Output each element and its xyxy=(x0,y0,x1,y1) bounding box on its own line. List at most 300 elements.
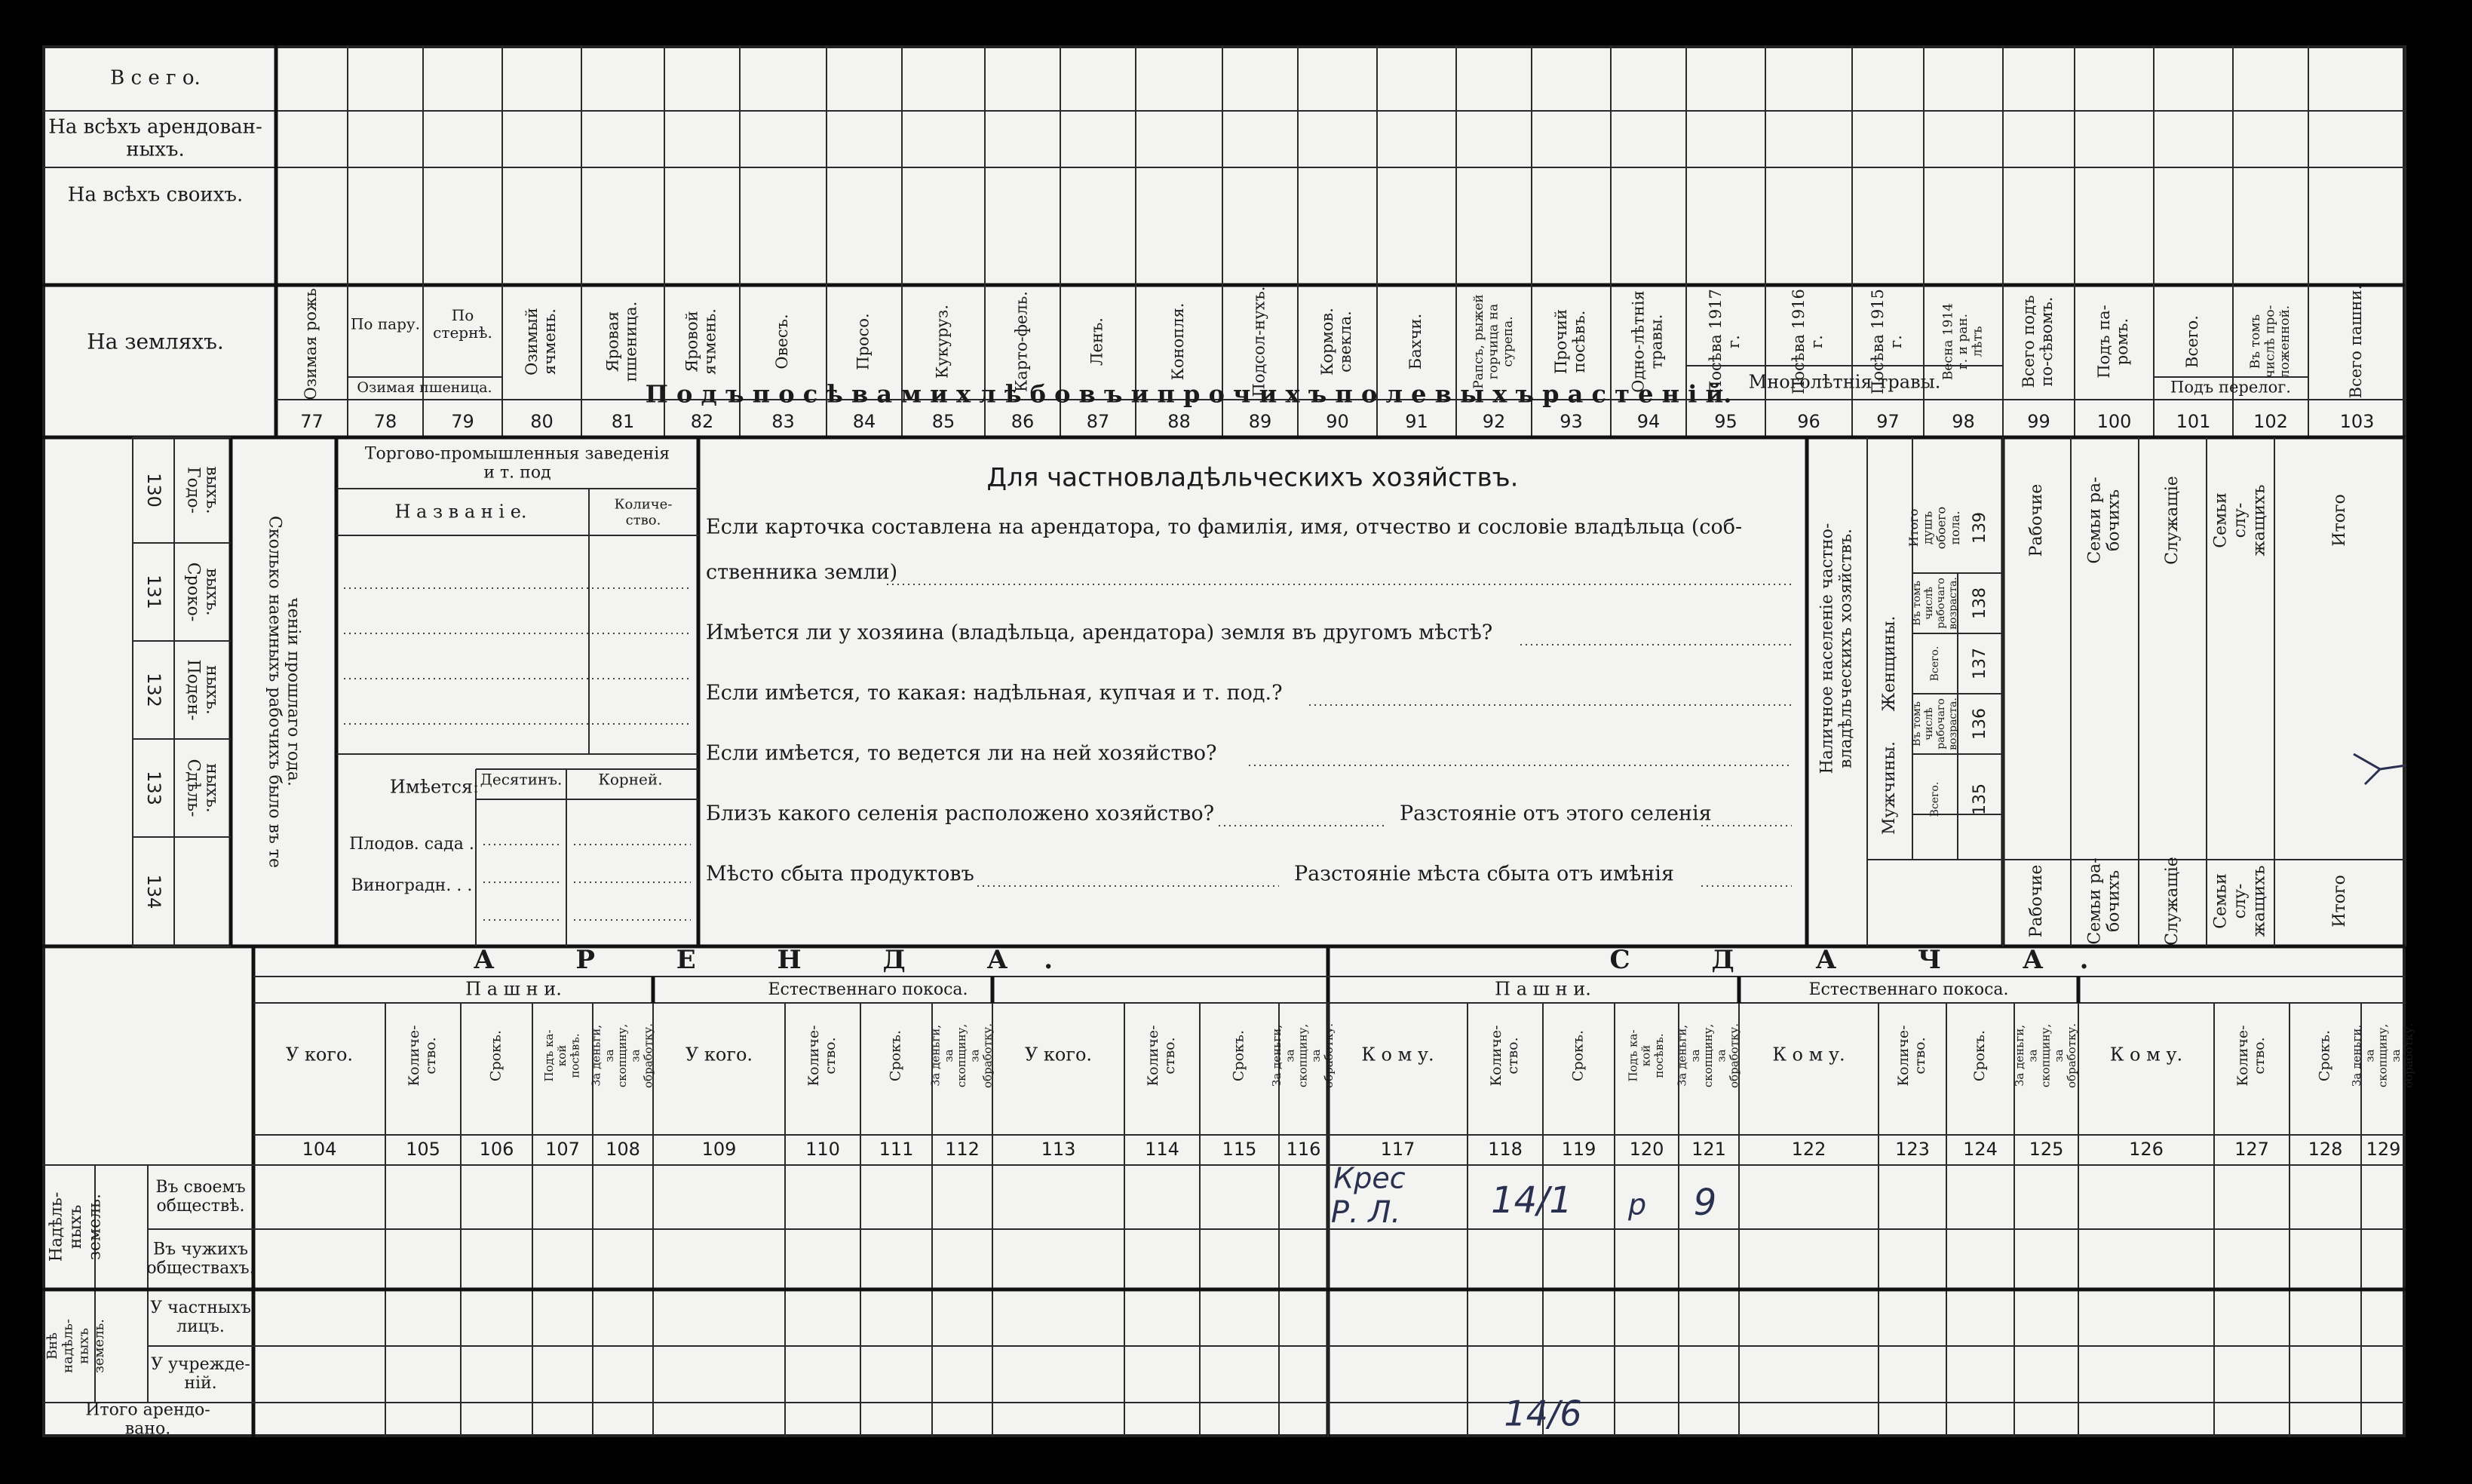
label-line: Въ своемъ xyxy=(155,1177,246,1197)
crop-header xyxy=(854,313,873,369)
pop-number: 135 xyxy=(1971,783,1989,815)
crop-header xyxy=(433,306,492,342)
label-line: Торгово-промышленныя заведенія xyxy=(364,444,670,464)
label-line: По xyxy=(451,306,474,324)
right-col-label xyxy=(2163,857,2182,946)
label-line: по-сѣвомъ. xyxy=(2038,296,2056,387)
label-line: По пару. xyxy=(350,314,421,333)
itogo-arendovano xyxy=(85,1400,210,1438)
label-line: владѣльческихъ хозяйствъ. xyxy=(1836,528,1856,769)
private-question: Если имѣется, то какая: надѣльная, купчая и т. под.? xyxy=(706,681,1283,705)
column-number: 107 xyxy=(545,1139,580,1160)
crop-header xyxy=(1940,303,1985,380)
label-line: г. и ран. xyxy=(1955,313,1971,370)
label-line: обществѣ. xyxy=(156,1197,245,1216)
label-line: за xyxy=(2363,1049,2377,1062)
label-line: У частныхъ xyxy=(150,1298,251,1317)
column-number: 89 xyxy=(1248,411,1272,432)
column-number: 116 xyxy=(1286,1139,1321,1160)
bottom-col-header xyxy=(1971,1030,1988,1081)
private-question: ственника земли) xyxy=(706,560,898,584)
private-question: Если карточка составлена на арендатора, то фамилія, имя, отчество и сословіе владѣльца (соб- xyxy=(706,515,1743,539)
label-line: лѣтъ xyxy=(1970,326,1986,357)
label-line: Сдѣль- xyxy=(183,759,203,817)
right-col-label xyxy=(2212,866,2269,937)
label-line: Рапсъ, рыжей xyxy=(1471,294,1486,389)
private-title: Для частновладѣльческихъ хозяйствъ. xyxy=(986,462,1519,493)
column-number: 129 xyxy=(2366,1139,2401,1160)
label-line: пшеница. xyxy=(621,301,640,382)
label-line: ныхъ xyxy=(66,1204,85,1249)
column-number: 103 xyxy=(2339,411,2375,432)
column-number: 112 xyxy=(945,1139,980,1160)
label-line: жащихъ xyxy=(2250,865,2269,937)
label-line: ство. xyxy=(821,1037,839,1075)
pop-number: 139 xyxy=(1971,512,1989,544)
bottom-col-header: К о м у. xyxy=(2109,1044,2183,1065)
label-line: скопщину, xyxy=(955,1023,968,1088)
handwriting-initials: Р. Л. xyxy=(1330,1195,1401,1230)
column-number: 113 xyxy=(1041,1139,1076,1160)
label-line: за xyxy=(968,1049,982,1062)
column-number: 99 xyxy=(2027,411,2050,432)
label-line: Количе- xyxy=(1895,1025,1912,1087)
crop-header xyxy=(934,305,952,379)
hired-number: 134 xyxy=(143,874,164,909)
label-line: Срокъ. xyxy=(487,1029,505,1082)
trade-name-header: Н а з в а н і е. xyxy=(394,501,527,523)
label-line: за xyxy=(628,1049,643,1062)
label-line: Сроко- xyxy=(183,562,203,622)
desyatin-header: Десятинъ. xyxy=(480,770,563,789)
right-col-label xyxy=(2027,865,2046,938)
label-line: Прочий xyxy=(1551,308,1570,375)
column-number: 98 xyxy=(1952,411,1975,432)
label-line: возраста. xyxy=(1947,577,1960,630)
label-line: свекла. xyxy=(1336,311,1355,373)
label-line: числѣ xyxy=(1922,707,1935,740)
column-number: 110 xyxy=(805,1139,840,1160)
label-line: ство. xyxy=(1504,1037,1521,1075)
label-line: Служащіе xyxy=(2163,476,2182,565)
label-line: возраста. xyxy=(1947,698,1960,750)
hired-number: 131 xyxy=(143,575,164,609)
private-question: Близъ какого селенія расположено хозяйство? xyxy=(706,802,1215,826)
right-col-label xyxy=(2085,477,2123,563)
column-number: 87 xyxy=(1086,411,1110,432)
population-title xyxy=(1817,523,1855,774)
label-line: За деньги, xyxy=(589,1025,603,1087)
column-number: 123 xyxy=(1895,1139,1930,1160)
column-number: 106 xyxy=(479,1139,514,1160)
label-line: На всѣхъ своихъ. xyxy=(67,183,244,207)
column-number: 78 xyxy=(373,411,397,432)
label-line: посѣвъ. xyxy=(1652,1033,1666,1078)
label-line: Посѣва 1915 xyxy=(1868,289,1887,394)
label-line: скопщину, xyxy=(2375,1023,2390,1088)
crop-header xyxy=(773,314,791,369)
row-label xyxy=(151,1355,250,1393)
label-line: г. xyxy=(1887,335,1906,348)
label-line: Въ томъ xyxy=(1910,581,1923,626)
label-line: Ленъ. xyxy=(1087,317,1106,366)
crop-header xyxy=(2248,305,2293,379)
label-line: ство. xyxy=(422,1037,439,1075)
label-line: Срокъ. xyxy=(1230,1029,1247,1082)
label-line: Подъ ка- xyxy=(541,1029,556,1082)
bottom-col-header xyxy=(1270,1023,1336,1088)
handwriting-crop: р xyxy=(1627,1188,1647,1222)
crop-header xyxy=(1318,308,1354,376)
crop-header xyxy=(1169,303,1187,381)
pod-posevami-banner: П о д ъ п о с ѣ в а м и х л ѣ б о в ъ и п р о ч и х ъ п о л е в ы х ъ р а с т е н і й. xyxy=(645,379,1732,409)
label-line: Семьи ра- xyxy=(2085,857,2105,945)
column-number: 80 xyxy=(530,411,554,432)
column-number: 84 xyxy=(852,411,876,432)
korney-header: Корней. xyxy=(598,770,663,789)
pop-label xyxy=(1929,782,1941,817)
label-line: Итого арендо- xyxy=(85,1400,210,1420)
row-label xyxy=(155,1178,245,1216)
column-number: 120 xyxy=(1629,1139,1664,1160)
crop-header xyxy=(1406,314,1425,369)
label-line: Служащіе xyxy=(2163,857,2182,946)
label-line: надѣль- xyxy=(60,1319,76,1373)
column-number: 126 xyxy=(2129,1139,2164,1160)
label-line: Количе- xyxy=(805,1025,823,1087)
label-line: Внѣ xyxy=(44,1332,60,1360)
crop-header xyxy=(682,308,719,375)
label-line: Озимая рожь. xyxy=(302,283,320,400)
hired-label xyxy=(183,563,221,622)
label-line: Срокъ. xyxy=(2316,1029,2333,1082)
bottom-col-header: У кого. xyxy=(285,1044,354,1065)
trade-title xyxy=(365,444,670,482)
label-line: За деньги, xyxy=(928,1025,943,1087)
column-number: 105 xyxy=(406,1139,440,1160)
label-line: Въ чужихъ xyxy=(153,1240,248,1259)
label-line: Всего. xyxy=(2183,315,2201,368)
label-line: Количе- xyxy=(1488,1025,1505,1087)
bottom-col-header xyxy=(406,1025,439,1086)
label-line: рабочаго xyxy=(1935,578,1948,629)
crop-header xyxy=(1013,291,1031,392)
right-col-label xyxy=(2330,494,2349,546)
label-line: скопщину, xyxy=(1296,1023,1310,1088)
label-line: ложенной. xyxy=(2277,305,2293,379)
label-line: Количе- xyxy=(2234,1025,2252,1087)
label-line: Количе- xyxy=(614,496,673,513)
bottom-col-header: У кого. xyxy=(1024,1044,1093,1065)
label-line: кой xyxy=(1639,1044,1653,1067)
mnogoletnie-label: Многолѣтнія травы. xyxy=(1748,371,1941,393)
private-question: Разстояніе отъ этого селенія xyxy=(1400,802,1712,826)
column-number: 94 xyxy=(1636,411,1661,432)
row-label xyxy=(146,1240,254,1277)
bottom-col-header xyxy=(488,1030,505,1081)
column-number: 79 xyxy=(451,411,474,432)
hired-number: 132 xyxy=(143,673,164,707)
label-line: Кукуруз. xyxy=(933,304,952,379)
column-number: 109 xyxy=(701,1139,737,1160)
bottom-col-header xyxy=(1488,1025,1521,1086)
hired-number: 130 xyxy=(143,473,164,507)
pop-number: 137 xyxy=(1971,648,1989,679)
crop-header xyxy=(1629,290,1665,392)
crop-header xyxy=(523,308,559,376)
label-line: За деньги, xyxy=(2013,1025,2026,1087)
column-number: 82 xyxy=(690,411,714,432)
column-number: 124 xyxy=(1963,1139,1998,1160)
label-line: Яровая xyxy=(603,311,622,373)
label-line: посѣвъ. xyxy=(568,1033,582,1078)
crop-header xyxy=(2347,285,2365,399)
column-number: 86 xyxy=(1011,411,1035,432)
sdacha-banner: С Д А Ч А. xyxy=(1609,945,2125,975)
pashni-group: П а ш н и. xyxy=(465,978,562,1000)
column-number: 88 xyxy=(1167,411,1191,432)
label-line: ячмень. xyxy=(541,308,560,375)
pop-label xyxy=(1906,507,1962,549)
label-line: выхъ. xyxy=(202,568,222,616)
handwriting-quantity: 14/1 xyxy=(1491,1179,1572,1222)
label-line: Рабочие xyxy=(2027,864,2046,938)
right-col-label xyxy=(2085,857,2123,944)
column-number: 96 xyxy=(1797,411,1820,432)
label-line: Всего. xyxy=(1929,781,1941,817)
label-line: ство. xyxy=(625,512,661,529)
label-line: за xyxy=(1283,1049,1297,1062)
label-line: числѣ xyxy=(1922,587,1935,620)
crop-header xyxy=(2020,296,2056,388)
crop-header xyxy=(1707,289,1743,394)
bottom-col-header xyxy=(1895,1025,1928,1086)
bottom-col-header: У кого. xyxy=(685,1044,753,1065)
label-line: Подсол-нухъ. xyxy=(1250,286,1268,397)
label-line: Итого xyxy=(2330,494,2349,547)
top-row-label xyxy=(68,184,243,207)
label-line: Посѣва 1917 xyxy=(1706,289,1725,394)
label-line: душъ xyxy=(1920,511,1935,545)
label-line: кой xyxy=(555,1044,569,1067)
bottom-col-header xyxy=(1626,1029,1666,1081)
label-line: ячмень. xyxy=(701,308,719,375)
label-line: обществахъ. xyxy=(146,1259,255,1278)
vinogradn-label: Виноградн. . . xyxy=(351,876,473,895)
crop-header xyxy=(603,302,639,382)
label-line: обработку. xyxy=(2402,1023,2415,1088)
bottom-col-header: К о м у. xyxy=(1361,1044,1434,1065)
label-line: обработку. xyxy=(1322,1023,1336,1088)
label-line: травы. xyxy=(1647,314,1666,369)
handwriting-total: 14/6 xyxy=(1504,1393,1582,1434)
bottom-col-header xyxy=(2317,1030,2333,1081)
label-line: Подъ па- xyxy=(2094,305,2113,379)
label-line: стернѣ. xyxy=(433,323,492,342)
label-line: ныхъ. xyxy=(202,665,222,715)
label-line: Поден- xyxy=(183,659,203,721)
label-line: Итого xyxy=(2330,875,2349,928)
column-number: 83 xyxy=(771,411,795,432)
label-line: за xyxy=(2026,1049,2040,1062)
label-line: Сколько наемныхъ рабочихъ было въ те xyxy=(265,515,284,869)
bottom-col-header xyxy=(542,1029,582,1081)
column-number: 97 xyxy=(1876,411,1900,432)
bottom-col-header xyxy=(888,1030,904,1081)
pod-perelog-label: Подъ перелог. xyxy=(2170,378,2291,397)
label-line: Озимый xyxy=(522,308,541,376)
label-line: Всего. xyxy=(1929,645,1941,682)
label-line: жащихъ xyxy=(2250,484,2269,556)
zhenshchiny-label: Женщины. xyxy=(1880,615,1899,712)
row-label xyxy=(150,1298,251,1336)
label-line: посѣвъ. xyxy=(1570,310,1589,373)
label-line: г. xyxy=(1808,335,1826,348)
crop-header xyxy=(2183,315,2201,368)
pen-mark xyxy=(2354,754,2406,784)
top-row-label xyxy=(110,67,201,90)
label-line: горчица на xyxy=(1486,303,1501,380)
label-line: ство. xyxy=(2250,1037,2268,1075)
label-line: земель. xyxy=(91,1318,108,1374)
pashni-group: П а ш н и. xyxy=(1495,978,1591,1000)
label-line: Семьи xyxy=(2211,492,2231,548)
label-line: скопщину, xyxy=(615,1023,629,1088)
label-line: Бахчи. xyxy=(1406,313,1425,370)
label-line: и т. под xyxy=(483,463,551,483)
label-line: пола. xyxy=(1948,511,1963,545)
label-line: обработку. xyxy=(641,1023,655,1088)
label-line: Годо- xyxy=(183,466,203,514)
hired-title xyxy=(265,516,302,868)
form-grid xyxy=(42,45,2415,1439)
column-number: 119 xyxy=(1561,1139,1596,1160)
bottom-col-header xyxy=(2013,1023,2078,1088)
label-line: ство. xyxy=(1161,1037,1178,1075)
label-line: ныхъ. xyxy=(126,138,185,161)
bottom-col-header xyxy=(2350,1023,2415,1088)
column-number: 93 xyxy=(1560,411,1583,432)
label-line: ченіи прошлаго года. xyxy=(284,597,303,786)
right-col-label xyxy=(2163,476,2182,565)
column-number: 111 xyxy=(879,1139,914,1160)
label-line: Количе- xyxy=(406,1025,423,1087)
column-number: 114 xyxy=(1145,1139,1179,1160)
column-number: 117 xyxy=(1380,1139,1415,1160)
column-number: 108 xyxy=(606,1139,640,1160)
label-line: бочихъ xyxy=(2104,869,2124,933)
label-line: В с е г о. xyxy=(110,66,201,90)
label-line: Количе- xyxy=(1145,1025,1162,1087)
label-line: Срокъ. xyxy=(1971,1029,1988,1082)
crop-header xyxy=(351,315,420,333)
column-number: 81 xyxy=(611,411,635,432)
label-line: рабочаго xyxy=(1935,698,1948,750)
label-line: обоего xyxy=(1934,506,1949,550)
label-line: Конопля. xyxy=(1169,302,1187,381)
column-number: 102 xyxy=(2253,411,2288,432)
label-line: слу- xyxy=(2231,502,2250,538)
label-line: числѣ про- xyxy=(2262,305,2278,379)
column-number: 122 xyxy=(1791,1139,1826,1160)
label-line: ныхъ. xyxy=(202,763,222,813)
column-number: 77 xyxy=(300,411,324,432)
column-number: 95 xyxy=(1714,411,1737,432)
trade-qty-header xyxy=(615,497,673,529)
hired-label xyxy=(183,659,221,720)
sheet-border xyxy=(44,47,2404,1436)
label-line: Подъ ка- xyxy=(1626,1029,1640,1082)
label-line: слу- xyxy=(2231,883,2250,919)
label-line: Итого xyxy=(1906,508,1921,547)
pokos-group: Естественнаго покоса. xyxy=(1808,980,2009,999)
label-line: За деньги, xyxy=(2350,1025,2363,1087)
column-number: 128 xyxy=(2308,1139,2343,1160)
label-line: земель. xyxy=(85,1193,105,1261)
label-line: ромъ. xyxy=(2113,317,2132,366)
muzhchiny-label: Мужчины. xyxy=(1880,740,1899,836)
label-line: ній. xyxy=(184,1374,217,1394)
label-line: г. xyxy=(1725,335,1744,348)
label-line: за xyxy=(2051,1049,2066,1062)
private-question: Если имѣется, то ведется ли на ней хозяйство? xyxy=(706,741,1217,765)
top-row-label xyxy=(48,116,262,161)
label-line: Семьи xyxy=(2211,873,2231,929)
bottom-col-header xyxy=(1145,1025,1178,1086)
label-line: за xyxy=(941,1049,955,1062)
label-line: за xyxy=(2388,1049,2403,1062)
vne-nadelnykh-label xyxy=(44,1319,107,1373)
label-line: сурепа. xyxy=(1501,316,1517,367)
column-number: 91 xyxy=(1405,411,1428,432)
right-col-label xyxy=(2212,485,2269,556)
label-line: Всего подъ xyxy=(2019,295,2038,388)
label-line: Надѣль- xyxy=(47,1191,66,1262)
label-line: за xyxy=(602,1049,616,1062)
label-line: Срокъ. xyxy=(887,1029,904,1082)
label-line: Въ томъ xyxy=(1910,701,1923,747)
census-card xyxy=(42,45,2415,1439)
column-number: 100 xyxy=(2096,411,2132,432)
label-line: выхъ. xyxy=(202,466,222,514)
plodov-sada-label: Плодов. сада . xyxy=(349,835,474,854)
label-line: Одно-лѣтнія xyxy=(1629,290,1648,393)
pokos-group: Естественнаго покоса. xyxy=(768,980,968,999)
label-line: Семьи ра- xyxy=(2085,477,2105,564)
nadelnykh-label xyxy=(48,1192,105,1262)
label-line: скопщину, xyxy=(2038,1023,2053,1088)
crop-header xyxy=(1471,294,1516,389)
label-line: Яровой xyxy=(682,311,701,373)
hired-label xyxy=(183,759,221,817)
right-col-label xyxy=(2330,875,2349,927)
label-line: За деньги, xyxy=(1675,1025,1689,1087)
label-line: Овесъ. xyxy=(773,314,791,369)
bottom-col-header xyxy=(805,1025,839,1086)
label-line: за xyxy=(1714,1049,1728,1062)
bottom-col-header xyxy=(1570,1030,1587,1081)
imeetsya-label: Имѣется: xyxy=(389,776,480,798)
bottom-col-header: К о м у. xyxy=(1772,1044,1845,1065)
na-zemlyakh-label: На земляхъ. xyxy=(87,329,224,354)
label-line: Рабочие xyxy=(2027,483,2046,557)
label-line: за xyxy=(1688,1049,1702,1062)
bottom-col-header xyxy=(590,1023,655,1088)
private-question: Разстояніе мѣста сбыта отъ имѣнія xyxy=(1294,862,1674,886)
bottom-col-header xyxy=(2234,1025,2268,1086)
column-number: 85 xyxy=(931,411,955,432)
label-line: за xyxy=(1308,1049,1323,1062)
